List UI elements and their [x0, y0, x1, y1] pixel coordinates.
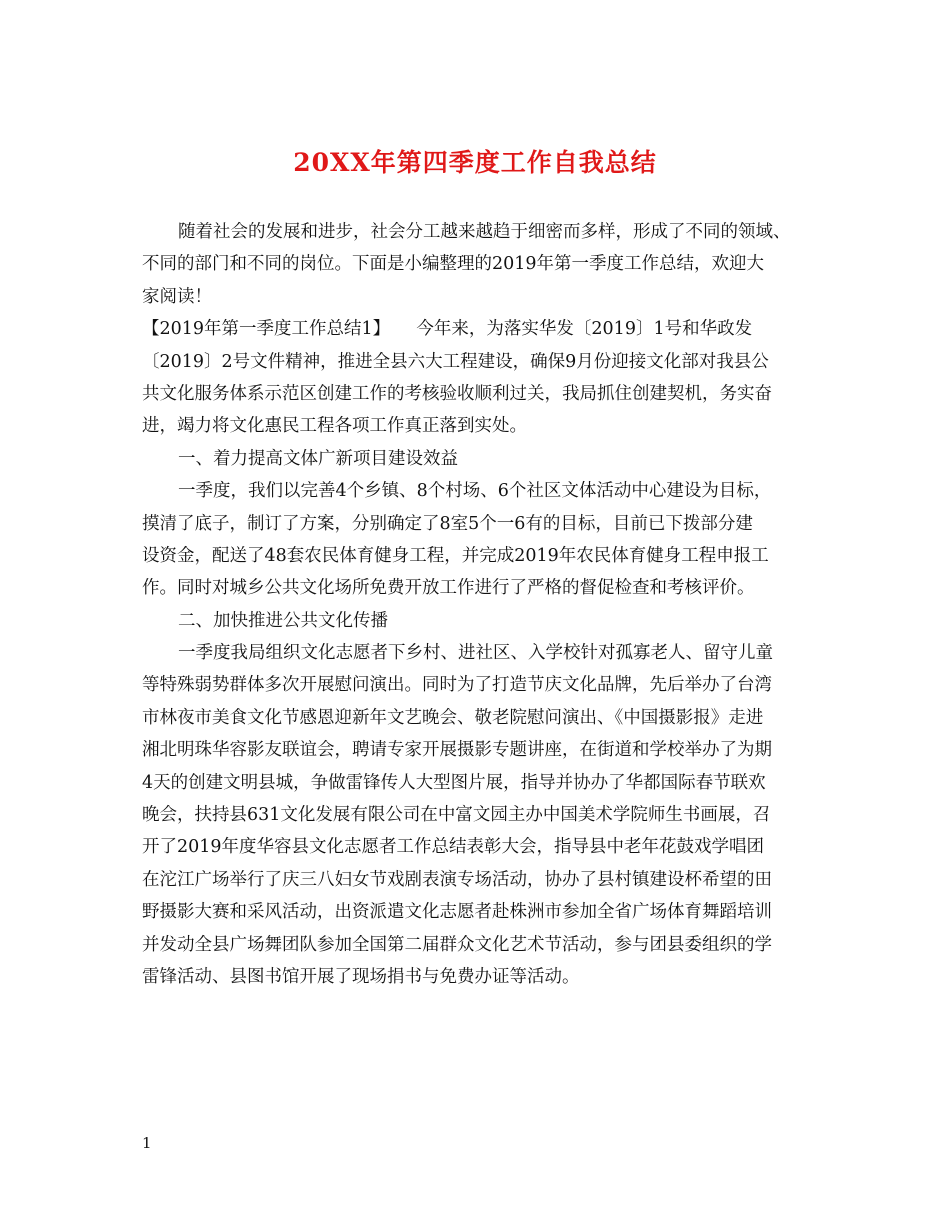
text-line: 〔2019〕2号文件精神，推进全县六大工程建设，确保9月份迎接文化部对我县公	[142, 351, 769, 372]
text-line: 野摄影大赛和采风活动，出资派遣文化志愿者赴株洲市参加全省广场体育舞蹈培训	[142, 902, 772, 923]
section-heading-line: 【2019年第一季度工作总结1】 今年来，为落实华发〔2019〕1号和华政发	[142, 319, 753, 340]
text-line: 家阅读！	[142, 286, 212, 307]
text-line: 湘北明珠华容影友联谊会，聘请专家开展摄影专题讲座，在街道和学校举办了为期	[142, 740, 772, 761]
text-line: 市林夜市美食文化节感恩迎新年文艺晚会、敬老院慰问演出、《中国摄影报》走进	[142, 707, 764, 728]
text-line: 并发动全县广场舞团队参加全国第二届群众文化艺术节活动，参与团县委组织的学	[142, 934, 772, 955]
document-body	[142, 216, 822, 993]
text-line: 共文化服务体系示范区创建工作的考核验收顺利过关，我局抓住创建契机，务实奋	[142, 383, 772, 404]
text-line: 开了2019年度华容县文化志愿者工作总结表彰大会，指导县中老年花鼓戏学唱团	[142, 837, 765, 858]
document-title: 20XX年第四季度工作自我总结	[293, 148, 657, 177]
text-line: 作。同时对城乡公共文化场所免费开放工作进行了严格的督促检查和考核评价。	[142, 578, 755, 599]
text-line: 不同的部门和不同的岗位。下面是小编整理的2019年第一季度工作总结，欢迎大	[142, 254, 765, 275]
text-line: 摸清了底子，制订了方案，分别确定了8室5个一6有的目标，目前已下拨部分建	[142, 513, 753, 534]
text-line: 4天的创建文明县城，争做雷锋传人大型图片展，指导并协办了华都国际春节联欢	[142, 772, 766, 793]
text-line: 等特殊弱势群体多次开展慰问演出。同时为了打造节庆文化品牌，先后举办了台湾	[142, 675, 772, 696]
text-line: 晚会，扶持县631文化发展有限公司在中富文园主办中国美术学院师生书画展，召	[142, 805, 771, 826]
text-line: 一季度，我们以完善4个乡镇、8个村场、6个社区文体活动中心建设为目标，	[178, 481, 772, 502]
text-line: 雷锋活动、县图书馆开展了现场捐书与免费办证等活动。	[142, 966, 580, 987]
subheading-1: 一、着力提高文体广新项目建设效益	[178, 448, 458, 469]
page-number: 1	[142, 1134, 152, 1152]
text-line: 一季度我局组织文化志愿者下乡村、进社区、入学校针对孤寡老人、留守儿童	[178, 643, 773, 664]
text-line: 进，竭力将文化惠民工程各项工作真正落到实处。	[142, 416, 527, 437]
subheading-2: 二、加快推进公共文化传播	[178, 610, 388, 631]
text-line: 设资金，配送了48套农民体育健身工程，并完成2019年农民体育健身工程申报工	[142, 545, 769, 566]
text-line: 在沱江广场举行了庆三八妇女节戏剧表演专场活动，协办了县村镇建设杯希望的田	[142, 869, 772, 890]
text-line: 随着社会的发展和进步，社会分工越来越趋于细密而多样，形成了不同的领域、	[178, 222, 791, 242]
